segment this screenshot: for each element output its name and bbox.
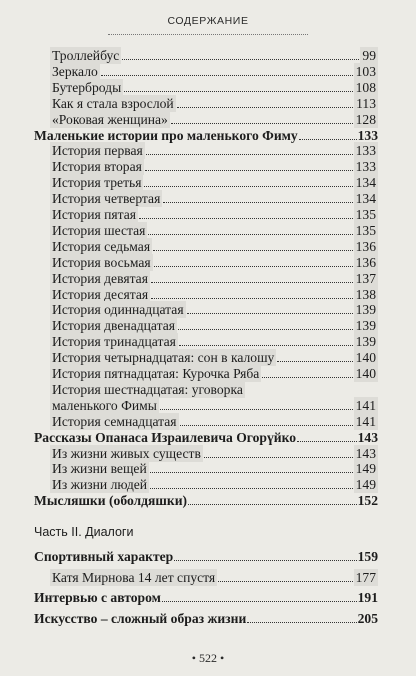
toc-entry [50, 238, 378, 255]
toc-entry-page: 191 [357, 590, 378, 606]
dot-leader [124, 90, 352, 92]
toc-entry-page: 99 [362, 48, 376, 63]
toc-entry [34, 492, 378, 509]
dot-leader [150, 487, 353, 489]
toc-entry-page: 133 [357, 127, 378, 143]
toc-entry-title: История седьмая [52, 238, 151, 254]
toc-entry-page: 143 [357, 429, 378, 445]
toc-entry-page: 141 [355, 397, 376, 413]
dot-leader [150, 471, 353, 473]
toc-entry [50, 79, 378, 96]
toc-entry [50, 460, 378, 477]
toc-entry-title: Из жизни живых существ [52, 445, 201, 461]
running-title: СОДЕРЖАНИЕ [167, 15, 249, 27]
toc-entry-title: Из жизни вещей [52, 461, 147, 477]
toc-entry-page: 152 [357, 493, 378, 509]
dot-leader [204, 456, 353, 458]
toc-entry [34, 610, 378, 627]
toc-entry [50, 349, 378, 366]
toc-entry-title: Искусство – сложный образ жизни [34, 610, 247, 626]
toc-entry [50, 142, 378, 159]
toc-entry [34, 429, 378, 446]
toc-entry-title: маленького Фимы [52, 397, 157, 413]
toc-entry-title: История шестая [52, 222, 146, 238]
dot-leader [174, 559, 356, 561]
dot-leader [218, 580, 352, 582]
toc-entry-page: 137 [355, 270, 376, 286]
dot-leader [145, 169, 353, 171]
toc-entry-title: История двенадцатая [52, 318, 175, 334]
toc-entry-title: Зеркало [52, 63, 98, 79]
toc-entry-page: 136 [355, 238, 376, 254]
toc-entry-title: История вторая [52, 159, 142, 175]
dot-leader [148, 233, 352, 235]
toc-entry-page: 135 [355, 207, 376, 222]
dot-leader [151, 297, 353, 299]
toc-entry-page: 134 [355, 175, 376, 191]
toc-entry [34, 548, 378, 565]
toc-entry-page: 141 [355, 413, 376, 429]
toc-entry [50, 397, 378, 414]
toc-entry [50, 63, 378, 80]
toc-entry-title: История третья [52, 175, 142, 191]
toc-entry [50, 206, 378, 223]
toc-entry-page: 139 [355, 334, 376, 350]
toc-entry-page: 108 [355, 79, 376, 95]
dot-leader [188, 503, 357, 505]
dot-leader [101, 74, 353, 76]
toc-entry [50, 95, 378, 112]
toc-entry-page: 139 [355, 318, 376, 334]
toc-entry [50, 174, 378, 191]
toc-entry [50, 254, 378, 271]
dot-leader [139, 217, 353, 219]
toc-entry-title: Рассказы Опанаса Израилевича Огорүйко [34, 429, 297, 445]
toc-entry-title: История одиннадцатая [52, 302, 184, 318]
toc-entry-page: 140 [355, 366, 376, 381]
dot-leader [171, 122, 353, 124]
dot-leader [178, 328, 353, 330]
toc-entry-title: Троллейбус [52, 48, 120, 63]
toc-entry [50, 301, 378, 318]
dot-leader [247, 621, 356, 623]
toc-entry-page: 138 [355, 286, 376, 302]
toc-entry-title: История шестнадцатая: уговорка [52, 381, 243, 397]
part-title: Часть II. Диалоги [34, 525, 134, 539]
page-number: • 522 • [191, 651, 225, 665]
dot-leader [277, 360, 352, 362]
dot-leader [262, 376, 352, 378]
toc-entry [50, 286, 378, 303]
toc-entry-title: История четырнадцатая: сон в калошу [52, 350, 275, 366]
toc-entry-title: Мысляшки (оболдяшки) [34, 493, 188, 509]
dot-leader [144, 185, 352, 187]
toc-entry-title: История первая [52, 143, 143, 159]
toc-entry-page: 103 [355, 63, 376, 79]
toc-entry [34, 127, 378, 144]
toc-entry-title: «Роковая женщина» [52, 111, 168, 127]
toc-entry-page: 135 [355, 222, 376, 238]
toc-entry-title: История десятая [52, 286, 149, 302]
dot-leader [151, 281, 353, 283]
dot-leader [153, 249, 353, 251]
toc-entry-title: История тринадцатая [52, 334, 176, 350]
dot-leader [299, 138, 357, 140]
toc-entry-title: История семнадцатая [52, 413, 177, 429]
toc-entry-page: 136 [355, 254, 376, 270]
dot-leader [177, 106, 353, 108]
toc-entry [50, 317, 378, 334]
toc-entry-title: История девятая [52, 270, 148, 286]
toc-entry [50, 333, 378, 350]
toc-entry [50, 445, 378, 462]
dot-leader [162, 600, 357, 602]
dot-leader [179, 344, 353, 346]
toc-entry [50, 365, 378, 382]
toc-entry-page: 113 [356, 95, 376, 111]
toc-entry-title: Как я стала взрослой [52, 95, 174, 111]
dot-leader [146, 153, 353, 155]
toc-entry-title: Из жизни людей [52, 477, 148, 493]
toc-entry-title: Спортивный характер [34, 549, 174, 564]
toc-entry-page: 133 [355, 159, 376, 175]
dot-leader [160, 408, 353, 410]
header-rule [108, 34, 308, 35]
dot-leader [297, 440, 357, 442]
toc-entry [50, 270, 378, 287]
toc-entry-title: Маленькие истории про маленького Фиму [34, 127, 298, 143]
toc-entry-page: 133 [355, 143, 376, 159]
toc-entry [50, 222, 378, 239]
toc-entry-title: История восьмая [52, 254, 151, 270]
toc-entry-title: Интервью с автором [34, 590, 161, 606]
toc-entry-page: 139 [355, 302, 376, 318]
toc-entry-page: 149 [355, 477, 376, 493]
toc-entry [50, 190, 378, 207]
toc-entry-page: 143 [355, 445, 376, 461]
toc-entry [50, 111, 378, 128]
toc-entry-page: 159 [357, 549, 378, 564]
toc-entry-page: 149 [355, 461, 376, 477]
dot-leader [180, 424, 353, 426]
toc-entry [50, 413, 378, 430]
toc-entry-title: История четвертая [52, 191, 161, 207]
toc-entry [34, 589, 378, 606]
dot-leader [154, 265, 353, 267]
toc-entry-page: 177 [355, 569, 376, 585]
dot-leader [187, 312, 353, 314]
toc-entry-title: Катя Мирнова 14 лет спустя [52, 569, 216, 585]
dot-leader [163, 201, 352, 203]
toc-entry-title: История пятая [52, 207, 137, 222]
toc-entry-page: 140 [355, 350, 376, 366]
toc-entry [50, 476, 378, 493]
toc-entry-title: Бутерброды [52, 79, 122, 95]
toc-entry [50, 569, 378, 586]
toc-entry [50, 47, 378, 64]
toc-entry [50, 381, 378, 398]
toc-entry-page: 128 [355, 111, 376, 127]
toc-entry [50, 158, 378, 175]
toc-entry-page: 134 [355, 191, 376, 207]
dot-leader [122, 58, 359, 60]
toc-entry-page: 205 [357, 610, 378, 626]
toc-entry-title: История пятнадцатая: Курочка Ряба [52, 366, 260, 381]
